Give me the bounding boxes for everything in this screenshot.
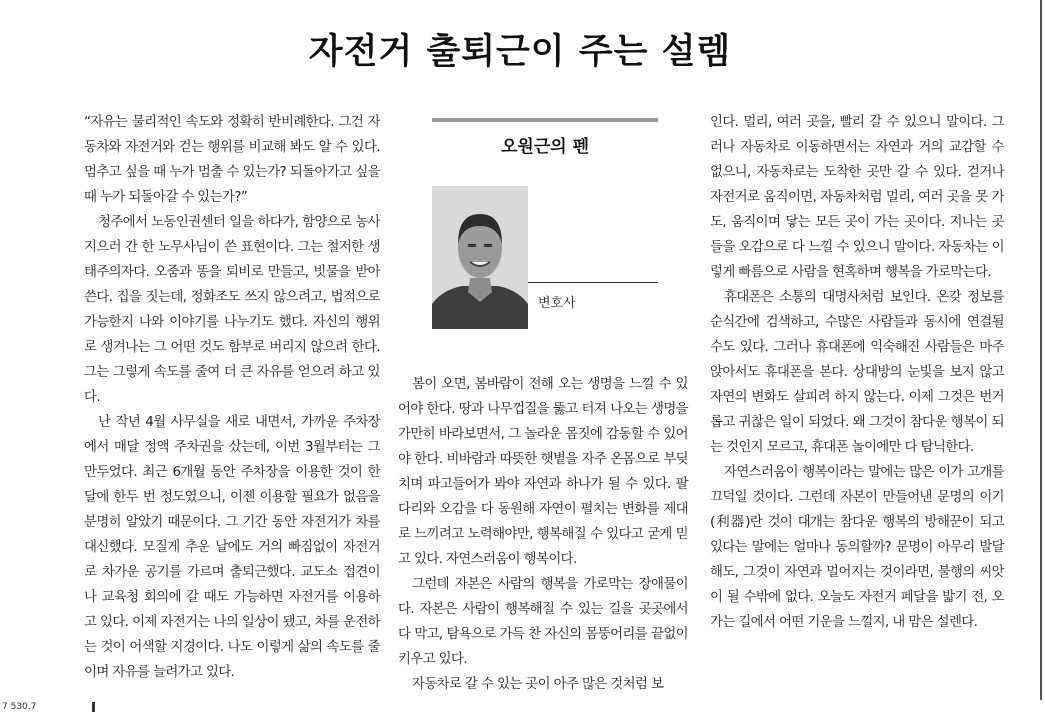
author-role: 변호사 xyxy=(538,296,576,311)
column-title: 오원근의 펜 xyxy=(500,137,590,157)
paragraph: 난 작년 4월 사무실을 새로 내면서, 가까운 주차장에서 매달 정액 주차권을 샀는데, 이번 3월부터는 그만두었다. 최근 6개월 동안 주차장을 이용한 것이 한 달에 한두 번 정도였으니, 이젠 이용할 필요가 없음을 분명히 알았기 때문이다. 그 기간 동안 자전거가 차를 대신했다. 모질게 추운 날에도 거의 빠짐없이 자전거로 차가운 공기를 가르며 출퇴근했다. 교도소 접견이나 교육청 회의에 갈 때도 가능하면 자전거를 이용하고 있다. 이제 자전거는 나의 일상이 됐고, 차를 운전하는 것이 어색할 지경이다. 나도 이렇게 삶의 속도를 줄이며 자유를 늘려가고 있다. xyxy=(84,415,380,680)
paragraph: 청주에서 노동인권센터 일을 하다가, 함양으로 농사지으러 간 한 노무사님이 쓴 표현이다. 그는 철저한 생태주의자다. 오줌과 똥을 퇴비로 만들고, 빗물을 받아 쓴다. 집을 짓는데, 정화조도 쓰지 않으려고, 법적으로 가능한지 나와 이야기를 나누기도 했다. 자신의 행위로 생겨나는 그 어떤 것도 함부로 버리지 않으려 한다. 그는 그렇게 속도를 줄여 더 큰 자유를 얻으려 하고 있다. xyxy=(84,215,380,405)
column-rule xyxy=(432,118,658,122)
status-bar xyxy=(0,700,1045,714)
paragraph: 휴대폰은 소통의 대명사처럼 보인다. 온갖 정보를 순식간에 검색하고, 수많은 사람들과 동시에 연결될 수도 있다. 그러나 휴대폰에 익숙해진 사람들은 마주 앉아서도 휴대폰을 본다. 상대방의 눈빛을 보지 않고 자연의 변화도 살피려 하지 않는다. 이제 그것은 번거롭고 귀찮은 일이 되었다. 왜 그것이 참다운 행복이 되는 것인지 모르고, 휴대폰 놀이에만 다 탐닉한다. xyxy=(710,290,1004,455)
scroll-marker-icon[interactable] xyxy=(92,702,95,712)
paragraph: 인다. 멀리, 여러 곳을, 빨리 갈 수 있으니 말이다. 그러나 자동차로 이동하면서는 자연과 거의 교감할 수 없으니, 자동차로는 도착한 곳만 갈 수 있다. 걷거나 자전거로 움직이면, 자동차처럼 멀리, 여러 곳을 못 가도, 움직이며 닿는 모든 곳이 가는 곳이다. 지나는 곳들을 오감으로 다 느낄 수 있으니 말이다. 자동차는 이렇게 빠름으로 사람을 현혹하며 행복을 가로막는다. xyxy=(710,115,1004,280)
article-column-right xyxy=(710,110,1004,635)
headline: 자전거 출퇴근이 주는 설렘 xyxy=(308,31,732,72)
caption-rule xyxy=(528,282,658,283)
paragraph: 자동차로 갈 수 있는 곳이 아주 많은 것처럼 보 xyxy=(412,677,664,692)
column-header-box xyxy=(432,118,658,333)
paragraph: 자연스러움이 행복이라는 말에는 많은 이가 고개를 끄덕일 것이다. 그런데 자본이 만들어낸 문명의 이기(利器)란 것이 대개는 참다운 행복의 방해꾼이 되고 있다는 말에는 얼마나 동의할까? 문명이 아무리 발달해도, 그것이 자연과 멀어지는 것이라면, 불행의 씨앗이 될 수밖에 없다. 오늘도 자전거 페달을 밟기 전, 오가는 길에서 어떤 기운을 느낄지, 내 맘은 설렌다. xyxy=(710,465,1004,630)
paragraph: 봄이 오면, 봄바람이 전해 오는 생명을 느낄 수 있어야 한다. 땅과 나무껍질을 뚫고 터져 나오는 생명을 가만히 바라보면서, 그 놀라운 몸짓에 감동할 수 있어야 한다. 비바람과 따뜻한 햇볕을 자주 온몸으로 부딪치며 파고들어가 봐야 자연과 하나가 될 수 있다. 팔다리와 오감을 다 동원해 자연이 펼치는 변화를 제대로 느끼려고 노력해야만, 행복해질 수 있다고 굳게 믿고 있다. 자연스러움이 행복이다. xyxy=(398,377,688,567)
paragraph: 그런데 자본은 사람의 행복을 가로막는 장애물이다. 자본은 사람이 행복해질 수 있는 길을 곳곳에서 다 막고, 탐욕으로 가득 찬 자신의 몸뚱어리를 끝없이 키우고 있다. xyxy=(398,577,688,667)
author-photo xyxy=(432,186,528,329)
article-column-left xyxy=(84,110,380,685)
paragraph-quote: “자유는 물리적인 속도와 정확히 반비례한다. 그건 자동차와 자전거와 걷는 행위를 비교해 봐도 알 수 있다. 멈추고 싶을 때 누가 멈출 수 있는가? 되돌아가고 싶을 때 누가 되돌아갈 수 있는가?” xyxy=(84,115,380,205)
coordinate-readout: 7 530.7 xyxy=(2,702,37,712)
article-column-middle xyxy=(398,372,688,697)
